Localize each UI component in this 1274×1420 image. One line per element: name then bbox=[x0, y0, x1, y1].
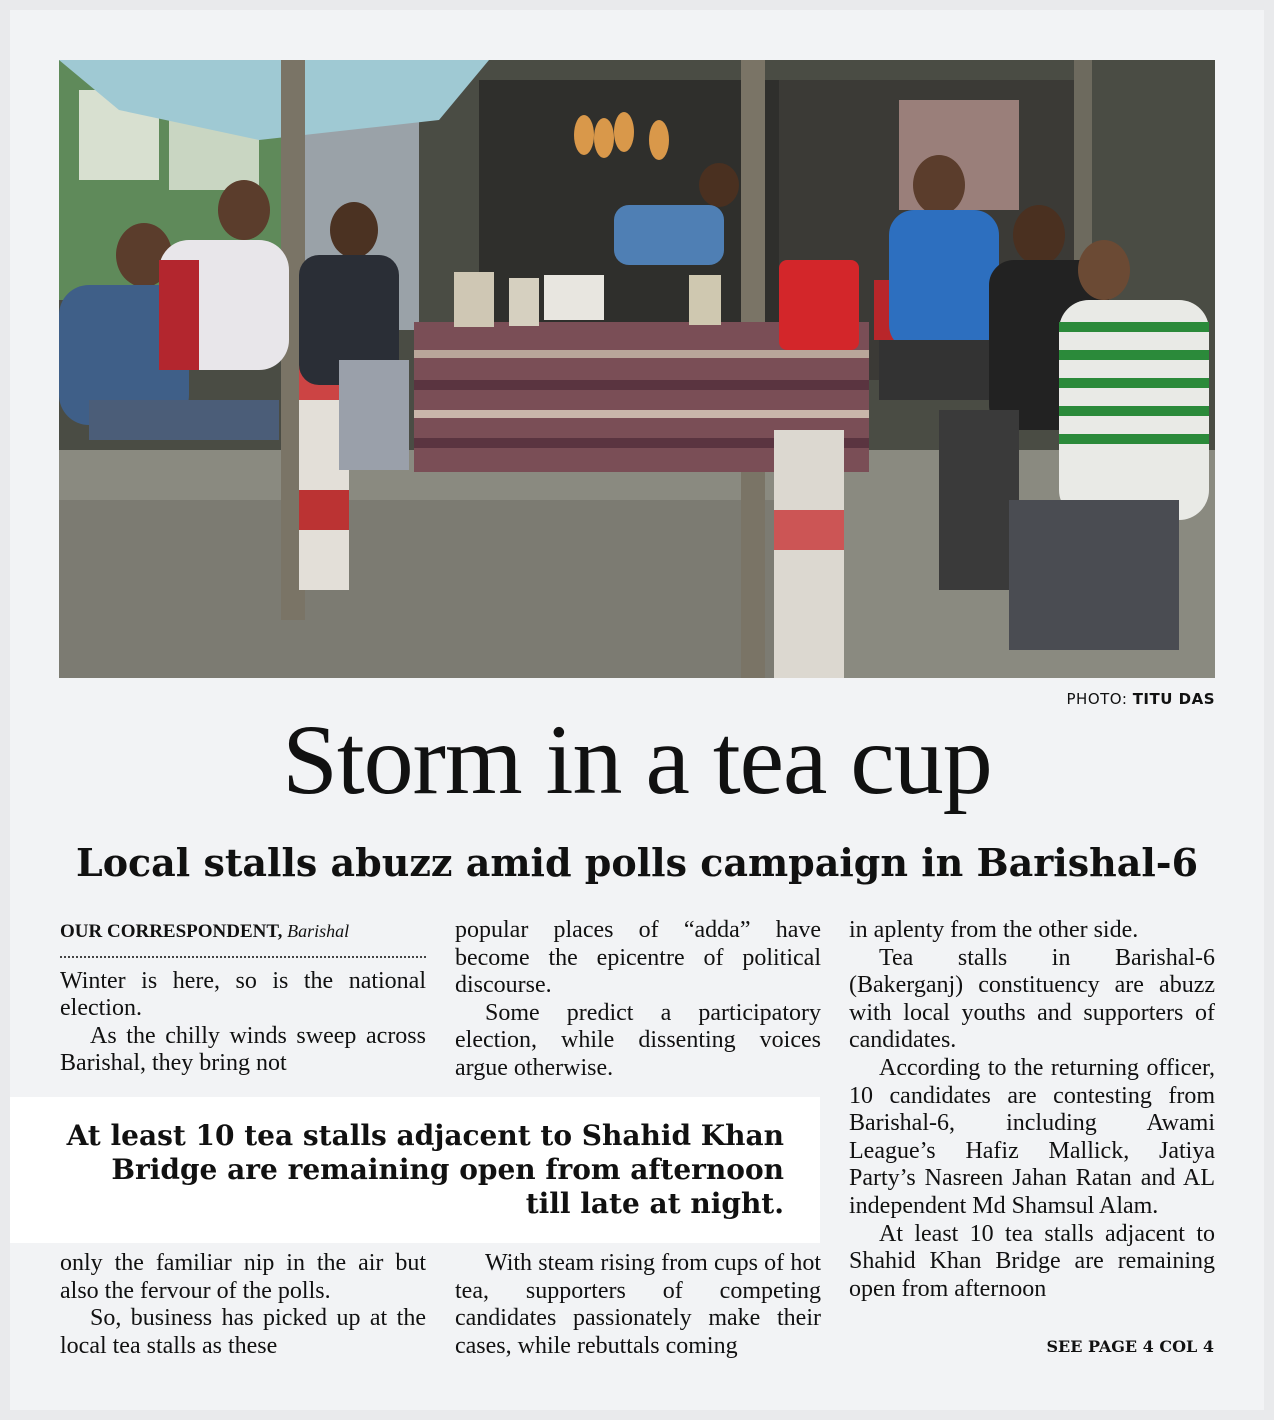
paragraph: only the familiar nip in the air but also the fervour of the polls. bbox=[60, 1250, 426, 1304]
paragraph: So, business has picked up at the local tea stalls as these bbox=[60, 1305, 426, 1359]
photo-credit: PHOTO: TITU DAS bbox=[1066, 690, 1215, 708]
paragraph: Winter is here, so is the national election. bbox=[60, 967, 426, 1022]
column-1-top bbox=[60, 918, 426, 1078]
column-2-bottom bbox=[455, 1250, 821, 1360]
paragraph: in aplenty from the other side. bbox=[849, 917, 1139, 943]
column-3 bbox=[849, 917, 1215, 1303]
headline: Storm in a tea cup bbox=[282, 704, 992, 815]
paragraph: Some predict a participatory election, while dissenting voices argue otherwise. bbox=[455, 999, 821, 1081]
paragraph: As the chilly winds sweep across Barishal, they bring not bbox=[60, 1022, 426, 1077]
column-1-bottom bbox=[60, 1250, 426, 1360]
continuation-link[interactable]: SEE PAGE 4 COL 4 bbox=[1046, 1337, 1214, 1356]
byline: OUR CORRESPONDENT, Barishal bbox=[60, 918, 426, 958]
paragraph: At least 10 tea stalls adjacent to Shahid Khan Bridge are remaining open from afternoon bbox=[849, 1220, 1215, 1302]
pull-quote bbox=[10, 1097, 820, 1243]
paragraph: popular places of “adda” have become the epicentre of political discourse. bbox=[455, 917, 821, 999]
paragraph: With steam rising from cups of hot tea, supporters of competing candidates passionately make their cases, while rebuttals coming bbox=[455, 1250, 821, 1359]
tea-stall-photo bbox=[59, 60, 1215, 678]
column-2-top bbox=[455, 917, 821, 1083]
photo-tea-stall-icon bbox=[59, 60, 1215, 678]
pull-quote-text: At least 10 tea stalls adjacent to Shahid Khan Bridge are remaining open from afternoon till late at night. bbox=[66, 1119, 784, 1220]
paragraph: According to the returning officer, 10 candidates are contesting from Barishal-6, including Awami League’s Hafiz Mallick, Jatiya Party’s Nasreen Jahan Ratan and AL independent Md Shamsul Alam. bbox=[849, 1054, 1215, 1219]
subheadline: Local stalls abuzz amid polls campaign in Barishal-6 bbox=[75, 840, 1199, 885]
paragraph: Tea stalls in Barishal-6 (Bakerganj) constituency are abuzz with local youths and supporters of candidates. bbox=[849, 944, 1215, 1054]
